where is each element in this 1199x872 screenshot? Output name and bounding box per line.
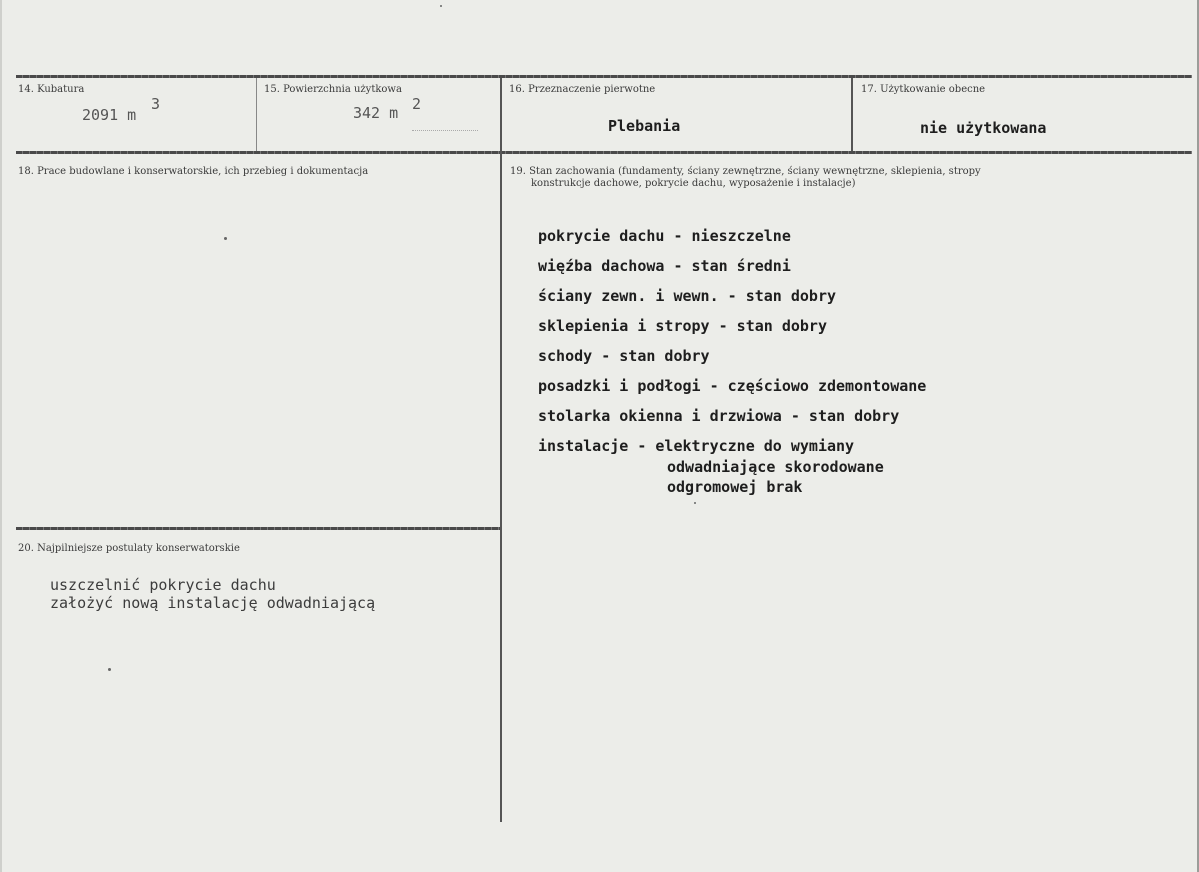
divider-row2	[16, 151, 1192, 154]
field-16-label: 16. Przeznaczenie pierwotne	[509, 84, 656, 95]
paper-speck	[224, 237, 227, 240]
condition-subline-1: odwadniające skorodowane	[667, 458, 884, 476]
field-17-value: nie użytkowana	[920, 119, 1047, 137]
field-19-label-line1: 19. Stan zachowania (fundamenty, ściany zewnętrzne, ściany wewnętrzne, sklepienia, stropy	[510, 166, 981, 177]
divider-top	[16, 75, 1192, 78]
field-16-value: Plebania	[608, 117, 681, 135]
field-20-label: 20. Najpilniejsze postulaty konserwatorskie	[18, 543, 240, 554]
field-17-label: 17. Użytkowanie obecne	[861, 84, 986, 95]
condition-line-8: instalacje - elektryczne do wymiany	[538, 437, 855, 455]
paper-speck	[694, 502, 696, 504]
field-15-label: 15. Powierzchnia użytkowa	[264, 84, 402, 95]
field-15-value: 342 m	[353, 104, 399, 122]
divider-v3	[851, 78, 853, 151]
paper-speck	[108, 668, 111, 671]
condition-line-5: schody - stan dobry	[538, 347, 710, 365]
condition-line-3: ściany zewn. i wewn. - stan dobry	[538, 287, 837, 305]
condition-line-7: stolarka okienna i drzwiowa - stan dobry	[538, 407, 900, 425]
field-14-label: 14. Kubatura	[18, 84, 85, 95]
condition-line-6: posadzki i podłogi - częściowo zdemontowane	[538, 377, 927, 395]
field-15-dots	[412, 130, 478, 131]
field-19-label-line2: konstrukcje dachowe, pokrycie dachu, wyposażenie i instalacje)	[531, 178, 856, 189]
postulate-line-2: założyć nową instalację odwadniającą	[50, 594, 376, 612]
divider-section20	[16, 527, 500, 530]
postulate-line-1: uszczelnić pokrycie dachu	[50, 576, 276, 594]
field-14-value: 2091 m	[82, 106, 137, 124]
paper-speck	[440, 5, 442, 7]
condition-line-1: pokrycie dachu - nieszczelne	[538, 227, 791, 245]
field-15-sup: 2	[412, 95, 422, 113]
divider-v2	[500, 78, 502, 822]
divider-v1	[256, 78, 257, 151]
condition-line-2: więźba dachowa - stan średni	[538, 257, 791, 275]
condition-line-4: sklepienia i stropy - stan dobry	[538, 317, 827, 335]
field-14-sup: 3	[151, 95, 161, 113]
field-18-label: 18. Prace budowlane i konserwatorskie, ich przebieg i dokumentacja	[18, 166, 369, 177]
condition-subline-2: odgromowej brak	[667, 478, 803, 496]
